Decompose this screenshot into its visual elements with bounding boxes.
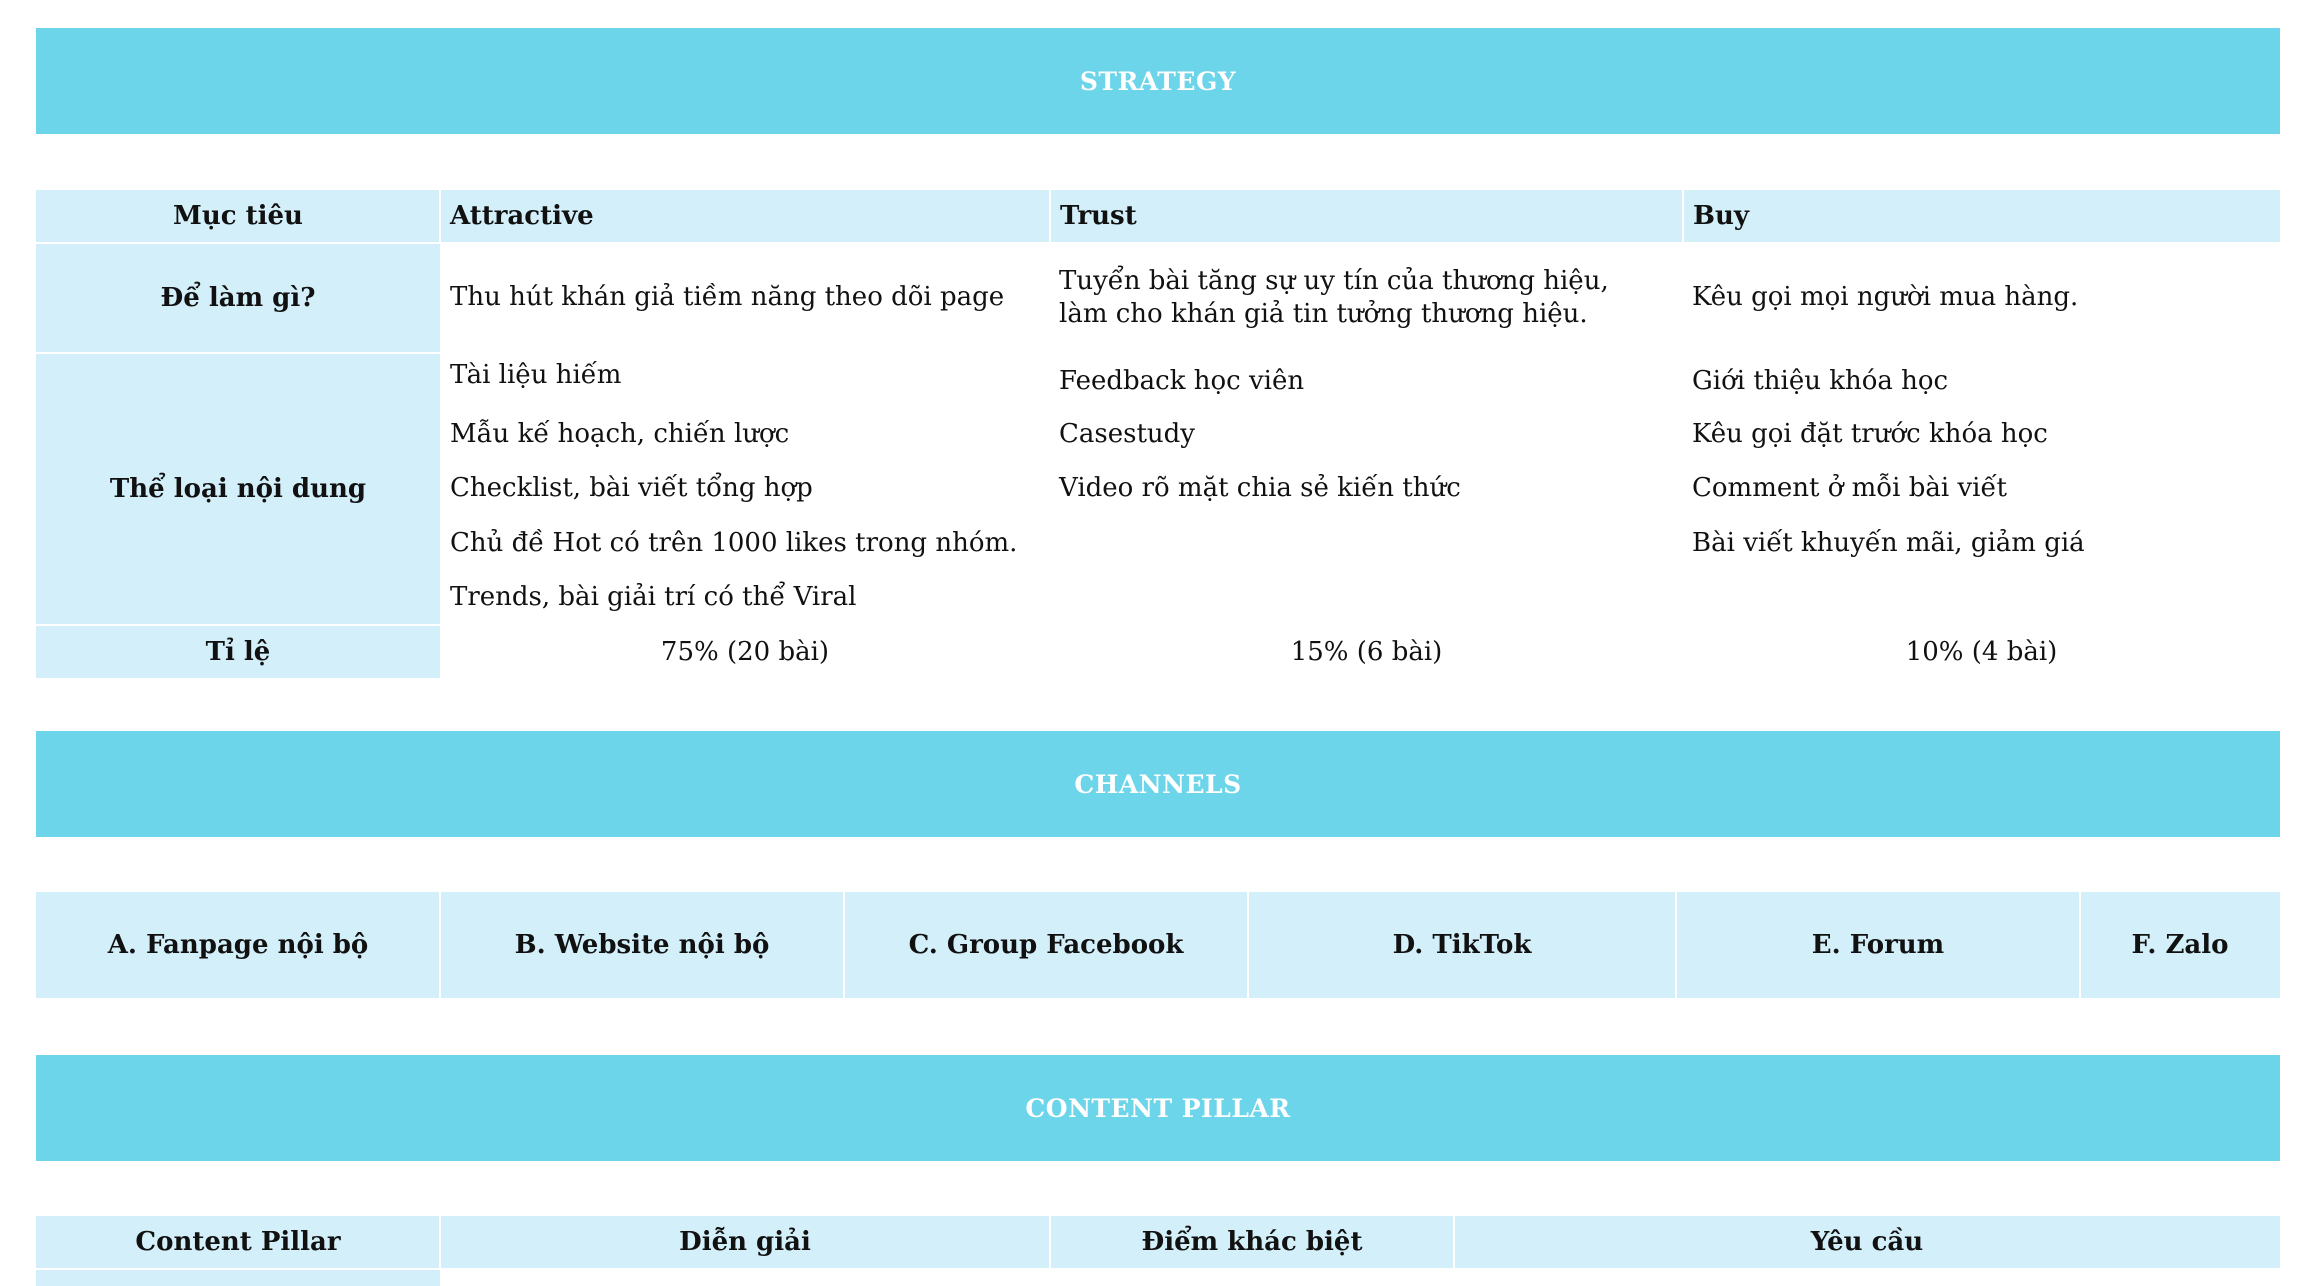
channel-label: C. Group Facebook: [908, 930, 1184, 960]
divider: [1247, 892, 1249, 998]
channel-label: A. Fanpage nội bộ: [107, 930, 369, 960]
goal-label: Mục tiêu: [173, 201, 303, 231]
divider: [1675, 892, 1677, 998]
pillar-header-cell: [1050, 1216, 1454, 1268]
divider: [1682, 190, 1684, 242]
strategy-section-header: [36, 28, 2280, 134]
content-type-item: Giới thiệu khóa học: [1692, 366, 1949, 396]
ratio-label-cell: [36, 626, 440, 678]
channel-cell: [2080, 892, 2280, 998]
channel-label: D. TikTok: [1392, 930, 1532, 960]
ratio-buy: 10% (4 bài): [1905, 637, 2058, 667]
purpose-attractive: Thu hút khán giả tiềm năng theo dõi page: [450, 282, 1005, 312]
buy-header-cell: [1683, 190, 2280, 242]
attractive-header: Attractive: [450, 201, 594, 231]
content-types-label-cell: [36, 354, 440, 624]
pillar-header: Diễn giải: [679, 1227, 811, 1257]
content-type-item: Trends, bài giải trí có thể Viral: [450, 582, 857, 612]
divider: [1049, 190, 1051, 242]
divider: [439, 1216, 441, 1268]
ratio-attractive-cell: [440, 626, 1050, 678]
content-type-item: Tài liệu hiếm: [450, 360, 622, 390]
content-type-item: Casestudy: [1059, 419, 1195, 449]
content-type-item: Video rõ mặt chia sẻ kiến thức: [1059, 473, 1461, 503]
strategy-title: STRATEGY: [1079, 66, 1237, 96]
divider: [2079, 892, 2081, 998]
content-type-item: Mẫu kế hoạch, chiến lược: [450, 419, 790, 449]
content-types-label: Thể loại nội dung: [109, 474, 367, 504]
pillar-header-cell: [36, 1216, 440, 1268]
content-type-item: Kêu gọi đặt trước khóa học: [1692, 419, 2048, 449]
pillar-header-cell: [1454, 1216, 2280, 1268]
pillar-header: Điểm khác biệt: [1141, 1227, 1363, 1257]
purpose-label: Để làm gì?: [160, 283, 316, 313]
channel-cell: [36, 892, 440, 998]
channel-cell: [1676, 892, 2080, 998]
content-type-item: Bài viết khuyến mãi, giảm giá: [1692, 528, 2085, 558]
divider: [843, 892, 845, 998]
channel-label: B. Website nội bộ: [514, 930, 770, 960]
content-pillar-section-header: [36, 1055, 2280, 1161]
ratio-attractive: 75% (20 bài): [660, 637, 830, 667]
channel-label: E. Forum: [1811, 930, 1945, 960]
goal-label-cell: [36, 190, 440, 242]
divider: [1453, 1216, 1455, 1268]
divider: [439, 190, 441, 242]
purpose-label-cell: [36, 244, 440, 352]
content-type-item: Feedback học viên: [1059, 366, 1305, 396]
channel-cell: [844, 892, 1248, 998]
content-pillar-title: CONTENT PILLAR: [1025, 1093, 1291, 1123]
channels-title: CHANNELS: [1074, 769, 1242, 799]
content-type-item: Comment ở mỗi bài viết: [1692, 473, 2007, 503]
channel-cell: [440, 892, 844, 998]
attractive-header-cell: [440, 190, 1050, 242]
content-type-item: Chủ đề Hot có trên 1000 likes trong nhóm.: [450, 528, 1018, 558]
pillar-header-cell: [440, 1216, 1050, 1268]
content-type-item: Checklist, bài viết tổng hợp: [450, 473, 813, 503]
purpose-buy: Kêu gọi mọi người mua hàng.: [1692, 282, 2079, 312]
purpose-trust: Tuyển bài tăng sự uy tín của thương hiệu, làm cho khán giả tin tưởng thương hiệu.: [1059, 266, 1609, 329]
divider: [439, 892, 441, 998]
pillar-header: Content Pillar: [135, 1227, 341, 1257]
ratio-label: Tỉ lệ: [205, 637, 271, 667]
trust-header-cell: [1050, 190, 1683, 242]
ratio-trust: 15% (6 bài): [1290, 637, 1443, 667]
pillar-header: Yêu cầu: [1810, 1227, 1924, 1257]
ratio-trust-cell: [1050, 626, 1683, 678]
divider: [1049, 1216, 1051, 1268]
pillar-row-label-cell: [36, 1270, 440, 1286]
ratio-buy-cell: [1683, 626, 2280, 678]
channel-cell: [1248, 892, 1676, 998]
channel-label: F. Zalo: [2131, 930, 2229, 960]
trust-header: Trust: [1060, 201, 1137, 231]
channels-section-header: [36, 731, 2280, 837]
buy-header: Buy: [1693, 201, 1749, 231]
